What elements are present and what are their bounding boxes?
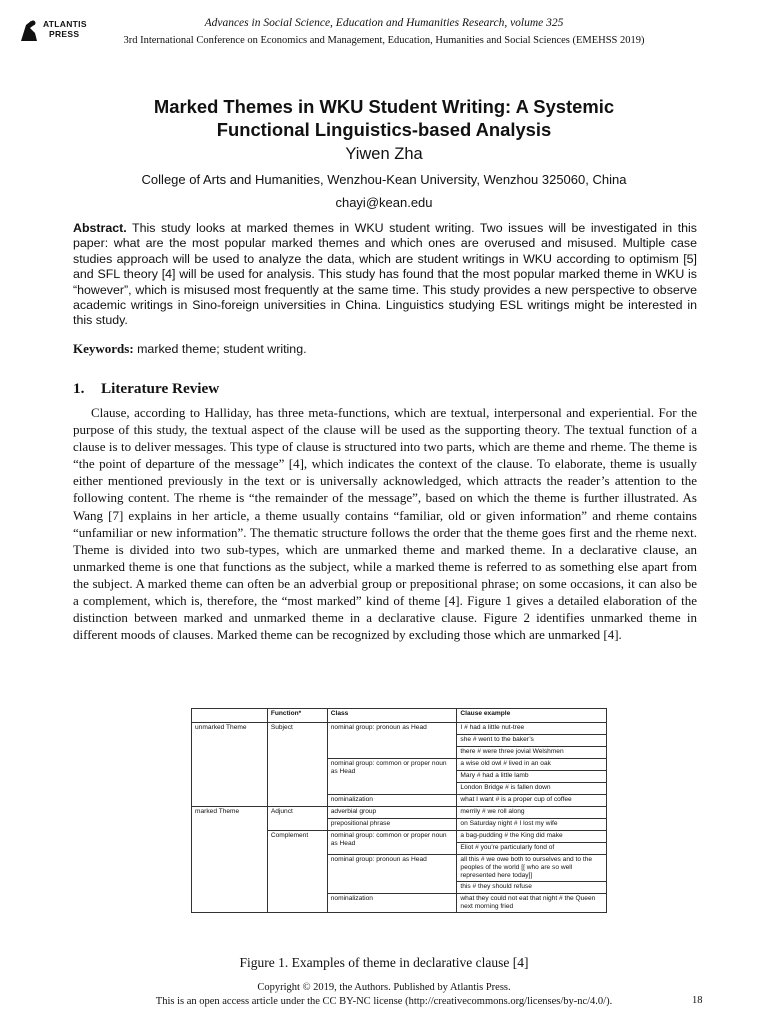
author-affiliation: College of Arts and Humanities, Wenzhou-Kean University, Wenzhou 325060, China (141, 172, 627, 187)
table-header-cell (192, 709, 268, 723)
table-cell: Eliot # you’re particularly fond of (457, 843, 607, 855)
keywords-text: marked theme; student writing. (133, 342, 307, 356)
license-notice: This is an open access article under the CC BY-NC license (http://creativecommons.org/licenses/by-nc/4.0/). (155, 996, 613, 1007)
table-cell: nominalization (327, 795, 457, 807)
table-cell: nominal group: pronoun as Head (327, 855, 457, 894)
table-header-cell: Class (327, 709, 457, 723)
section-body: Clause, according to Halliday, has three meta-functions, which are textual, interpersonal and experiential. For the purpose of this study, the textual aspect of the clause will be used as the supporting theory. The textual function of a clause is to deliver messages. This type of clause is structured into two parts, which are theme and rheme. The theme is “the point of departure of the message” [4], which indicates the context of the clause. To elaborate, theme is usually either mentioned previously in the text or is universally acknowledged, which attracts the reader’s attention to the following content. The rheme is “the remainder of the message”, based on which the theme is further illustrated. As Wang [7] explains in her article, a theme usually contains “familiar, old or given information” and rheme contains “unfamiliar or new information”. The thematic structure follows the order that the theme goes first and the rheme next. Theme is divided into two sub-types, which are unmarked theme and marked theme. In a declarative clause, an unmarked theme is one that functions as the subject, while a marked theme is referred to as something else apart from the subject. A marked theme can often be an adverbial group or prepositional phrase; on some occasions, it can also be a complement, which is, therefore, the “most marked” kind of theme [4]. Figure 1 gives a detailed elaboration of the distinction between marked and unmarked theme in a declarative clause. Figure 2 identifies unmarked theme in different moods of clauses. Marked theme can be recognized by excluding those which are unmarked [4]. (73, 405, 697, 643)
section-number: 1. (73, 380, 85, 397)
table-cell: a bag-pudding # the King did make (457, 831, 607, 843)
table-cell: unmarked Theme (192, 723, 268, 807)
table-cell: a wise old owl # lived in an oak (457, 759, 607, 771)
author-name: Yiwen Zha (345, 145, 423, 163)
table-cell: on Saturday night # I lost my wife (457, 819, 607, 831)
table-cell: nominal group: pronoun as Head (327, 723, 457, 759)
abstract (73, 221, 697, 329)
table-cell: marked Theme (192, 807, 268, 913)
table-cell: prepositional phrase (327, 819, 457, 831)
table-cell: London Bridge # is fallen down (457, 783, 607, 795)
table-header-cell: Function* (267, 709, 327, 723)
logo-text-line2: PRESS (49, 29, 80, 39)
conference-name: 3rd International Conference on Economics and Management, Education, Humanities and Social Sciences (EMEHSS 2019) (123, 35, 645, 46)
table-row (192, 807, 607, 819)
table-cell: she # went to the baker’s (457, 735, 607, 747)
table-cell: nominalization (327, 894, 457, 913)
title-line-1: Marked Themes in WKU Student Writing: A Systemic (153, 96, 615, 117)
keywords-label: Keywords: (73, 341, 134, 356)
theme-table (191, 708, 607, 913)
author-email: chayi@kean.edu (335, 195, 433, 210)
table-cell: nominal group: common or proper noun as Head (327, 831, 457, 855)
table-cell: all this # we owe both to ourselves and to the peoples of the world [[ who are so well represented here today]] (457, 855, 607, 882)
table-cell: there # were three jovial Welshmen (457, 747, 607, 759)
table-cell: what I want # is a proper cup of coffee (457, 795, 607, 807)
abstract-text: This study looks at marked themes in WKU student writing. Two issues will be investigated in this paper: what are the most popular marked themes and which ones are overused and misused. Multiple case studies approach will be used to analyze the data, which are student writings in WKU according to optimism [5] and SFL theory [4] will be used for analysis. This study has found that the most popular marked theme in WKU is “however”, which is misused most frequently at the same time. This study provides a new perspective to observe academic writings in Sino-foreign universities in China. Linguistics studying ESL writings might be interested in this study. (73, 221, 697, 328)
table-row (192, 723, 607, 735)
table-header-row (192, 709, 607, 723)
table-header-cell: Clause example (457, 709, 607, 723)
table-cell: adverbial group (327, 807, 457, 819)
paper-title (60, 95, 708, 141)
table-cell: Mary # had a little lamb (457, 771, 607, 783)
section-heading (73, 380, 219, 398)
table-cell: Complement (267, 831, 327, 913)
table-cell: this # they should refuse (457, 882, 607, 894)
abstract-label: Abstract. (73, 221, 127, 235)
title-line-2: Functional Linguistics-based Analysis (216, 119, 552, 140)
table-cell: I # had a little nut-tree (457, 723, 607, 735)
table-cell: what they could not eat that night # the Queen next morning fried (457, 894, 607, 913)
table-cell: Subject (267, 723, 327, 807)
page-number: 18 (692, 995, 703, 1006)
logo-text-line1: ATLANTIS (43, 19, 87, 29)
copyright-notice: Copyright © 2019, the Authors. Published by Atlantis Press. (257, 982, 511, 993)
figure-caption: Figure 1. Examples of theme in declarative clause [4] (239, 955, 529, 970)
keywords (73, 341, 697, 357)
journal-name: Advances in Social Science, Education and Humanities Research, volume 325 (204, 17, 564, 29)
section-title: Literature Review (101, 380, 220, 397)
table-cell: Adjunct (267, 807, 327, 831)
table-cell: merrily # we roll along (457, 807, 607, 819)
table-cell: nominal group: common or proper noun as Head (327, 759, 457, 795)
